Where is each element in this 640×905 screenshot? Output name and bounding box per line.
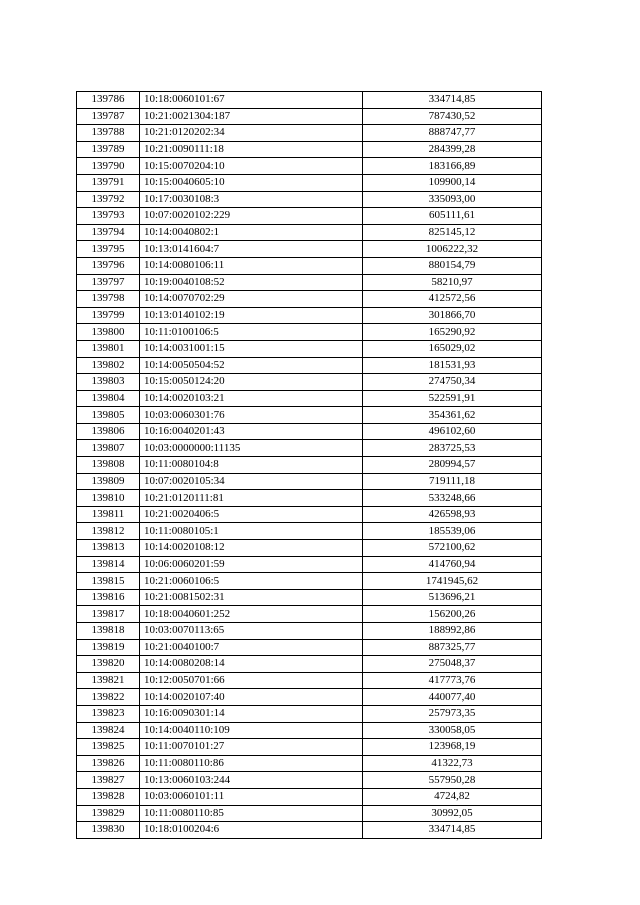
table-row	[77, 423, 542, 440]
amount-cell: 719111,18	[363, 473, 542, 490]
table-row	[77, 324, 542, 341]
cadastral-number-cell: 10:03:0070113:65	[140, 623, 363, 640]
amount-cell: 440077,40	[363, 689, 542, 706]
table-row	[77, 374, 542, 391]
table-row	[77, 208, 542, 225]
table-row	[77, 291, 542, 308]
row-id-cell: 139788	[77, 125, 140, 142]
row-id-cell: 139819	[77, 639, 140, 656]
row-id-cell: 139829	[77, 805, 140, 822]
cadastral-number-cell: 10:14:0020103:21	[140, 390, 363, 407]
cadastral-number-cell: 10:21:0040100:7	[140, 639, 363, 656]
amount-cell: 30992,05	[363, 805, 542, 822]
amount-cell: 414760,94	[363, 556, 542, 573]
cadastral-number-cell: 10:17:0030108:3	[140, 191, 363, 208]
table-row	[77, 772, 542, 789]
table-row	[77, 490, 542, 507]
row-id-cell: 139824	[77, 722, 140, 739]
table-row	[77, 174, 542, 191]
table-row	[77, 573, 542, 590]
cadastral-number-cell: 10:14:0070702:29	[140, 291, 363, 308]
amount-cell: 888747,77	[363, 125, 542, 142]
table-row	[77, 473, 542, 490]
cadastral-number-cell: 10:21:0081502:31	[140, 589, 363, 606]
table-row	[77, 357, 542, 374]
row-id-cell: 139804	[77, 390, 140, 407]
amount-cell: 185539,06	[363, 523, 542, 540]
row-id-cell: 139822	[77, 689, 140, 706]
amount-cell: 513696,21	[363, 589, 542, 606]
amount-cell: 1006222,32	[363, 241, 542, 258]
amount-cell: 257973,35	[363, 705, 542, 722]
amount-cell: 426598,93	[363, 506, 542, 523]
amount-cell: 4724,82	[363, 788, 542, 805]
table-row	[77, 722, 542, 739]
row-id-cell: 139795	[77, 241, 140, 258]
amount-cell: 330058,05	[363, 722, 542, 739]
table-row	[77, 407, 542, 424]
row-id-cell: 139790	[77, 158, 140, 175]
row-id-cell: 139820	[77, 656, 140, 673]
row-id-cell: 139810	[77, 490, 140, 507]
data-table	[76, 91, 542, 839]
amount-cell: 522591,91	[363, 390, 542, 407]
cadastral-number-cell: 10:07:0020102:229	[140, 208, 363, 225]
row-id-cell: 139811	[77, 506, 140, 523]
table-row	[77, 457, 542, 474]
amount-cell: 825145,12	[363, 224, 542, 241]
amount-cell: 557950,28	[363, 772, 542, 789]
table-row	[77, 589, 542, 606]
table-row	[77, 390, 542, 407]
table-row	[77, 92, 542, 109]
row-id-cell: 139817	[77, 606, 140, 623]
table-row	[77, 340, 542, 357]
row-id-cell: 139801	[77, 340, 140, 357]
cadastral-number-cell: 10:13:0060103:244	[140, 772, 363, 789]
cadastral-number-cell: 10:11:0080104:8	[140, 457, 363, 474]
cadastral-number-cell: 10:13:0140102:19	[140, 307, 363, 324]
cadastral-number-cell: 10:14:0020108:12	[140, 540, 363, 557]
amount-cell: 335093,00	[363, 191, 542, 208]
cadastral-number-cell: 10:21:0060106:5	[140, 573, 363, 590]
amount-cell: 605111,61	[363, 208, 542, 225]
cadastral-number-cell: 10:21:0090111:18	[140, 141, 363, 158]
row-id-cell: 139823	[77, 705, 140, 722]
table-row	[77, 822, 542, 839]
cadastral-number-cell: 10:14:0040802:1	[140, 224, 363, 241]
row-id-cell: 139825	[77, 739, 140, 756]
amount-cell: 156200,26	[363, 606, 542, 623]
row-id-cell: 139799	[77, 307, 140, 324]
table-row	[77, 257, 542, 274]
cadastral-number-cell: 10:12:0050701:66	[140, 672, 363, 689]
row-id-cell: 139821	[77, 672, 140, 689]
table-row	[77, 540, 542, 557]
amount-cell: 109900,14	[363, 174, 542, 191]
cadastral-number-cell: 10:16:0040201:43	[140, 423, 363, 440]
row-id-cell: 139791	[77, 174, 140, 191]
cadastral-number-cell: 10:16:0090301:14	[140, 705, 363, 722]
table-row	[77, 307, 542, 324]
row-id-cell: 139818	[77, 623, 140, 640]
row-id-cell: 139807	[77, 440, 140, 457]
cadastral-number-cell: 10:11:0080110:86	[140, 755, 363, 772]
row-id-cell: 139793	[77, 208, 140, 225]
cadastral-number-cell: 10:14:0080208:14	[140, 656, 363, 673]
row-id-cell: 139805	[77, 407, 140, 424]
amount-cell: 58210,97	[363, 274, 542, 291]
amount-cell: 165290,92	[363, 324, 542, 341]
cadastral-number-cell: 10:13:0141604:7	[140, 241, 363, 258]
row-id-cell: 139814	[77, 556, 140, 573]
cadastral-number-cell: 10:18:0060101:67	[140, 92, 363, 109]
amount-cell: 533248,66	[363, 490, 542, 507]
row-id-cell: 139809	[77, 473, 140, 490]
cadastral-number-cell: 10:15:0040605:10	[140, 174, 363, 191]
amount-cell: 283725,53	[363, 440, 542, 457]
table-row	[77, 125, 542, 142]
table-row	[77, 623, 542, 640]
row-id-cell: 139826	[77, 755, 140, 772]
cadastral-number-cell: 10:15:0050124:20	[140, 374, 363, 391]
row-id-cell: 139808	[77, 457, 140, 474]
amount-cell: 280994,57	[363, 457, 542, 474]
data-table-body	[77, 92, 542, 839]
cadastral-number-cell: 10:11:0080110:85	[140, 805, 363, 822]
amount-cell: 334714,85	[363, 822, 542, 839]
cadastral-number-cell: 10:21:0120111:81	[140, 490, 363, 507]
cadastral-number-cell: 10:14:0040110:109	[140, 722, 363, 739]
row-id-cell: 139802	[77, 357, 140, 374]
cadastral-number-cell: 10:11:0100106:5	[140, 324, 363, 341]
table-row	[77, 689, 542, 706]
cadastral-number-cell: 10:15:0070204:10	[140, 158, 363, 175]
table-row	[77, 506, 542, 523]
table-row	[77, 705, 542, 722]
amount-cell: 123968,19	[363, 739, 542, 756]
table-row	[77, 158, 542, 175]
row-id-cell: 139830	[77, 822, 140, 839]
cadastral-number-cell: 10:11:0070101:27	[140, 739, 363, 756]
table-row	[77, 241, 542, 258]
table-row	[77, 805, 542, 822]
amount-cell: 301866,70	[363, 307, 542, 324]
row-id-cell: 139786	[77, 92, 140, 109]
cadastral-number-cell: 10:03:0060101:11	[140, 788, 363, 805]
table-row	[77, 639, 542, 656]
row-id-cell: 139812	[77, 523, 140, 540]
table-row	[77, 191, 542, 208]
row-id-cell: 139803	[77, 374, 140, 391]
cadastral-number-cell: 10:14:0031001:15	[140, 340, 363, 357]
table-row	[77, 224, 542, 241]
amount-cell: 412572,56	[363, 291, 542, 308]
cadastral-number-cell: 10:07:0020105:34	[140, 473, 363, 490]
cadastral-number-cell: 10:18:0040601:252	[140, 606, 363, 623]
amount-cell: 572100,62	[363, 540, 542, 557]
cadastral-number-cell: 10:06:0060201:59	[140, 556, 363, 573]
cadastral-number-cell: 10:21:0021304:187	[140, 108, 363, 125]
row-id-cell: 139813	[77, 540, 140, 557]
table-row	[77, 141, 542, 158]
amount-cell: 275048,37	[363, 656, 542, 673]
row-id-cell: 139828	[77, 788, 140, 805]
cadastral-number-cell: 10:18:0100204:6	[140, 822, 363, 839]
table-row	[77, 108, 542, 125]
row-id-cell: 139806	[77, 423, 140, 440]
cadastral-number-cell: 10:14:0020107:40	[140, 689, 363, 706]
amount-cell: 188992,86	[363, 623, 542, 640]
table-row	[77, 672, 542, 689]
cadastral-number-cell: 10:21:0020406:5	[140, 506, 363, 523]
amount-cell: 417773,76	[363, 672, 542, 689]
amount-cell: 284399,28	[363, 141, 542, 158]
table-row	[77, 523, 542, 540]
table-row	[77, 556, 542, 573]
amount-cell: 41322,73	[363, 755, 542, 772]
cadastral-number-cell: 10:14:0050504:52	[140, 357, 363, 374]
cadastral-number-cell: 10:14:0080106:11	[140, 257, 363, 274]
amount-cell: 354361,62	[363, 407, 542, 424]
amount-cell: 887325,77	[363, 639, 542, 656]
row-id-cell: 139827	[77, 772, 140, 789]
amount-cell: 880154,79	[363, 257, 542, 274]
row-id-cell: 139798	[77, 291, 140, 308]
row-id-cell: 139787	[77, 108, 140, 125]
cadastral-number-cell: 10:11:0080105:1	[140, 523, 363, 540]
table-row	[77, 440, 542, 457]
amount-cell: 1741945,62	[363, 573, 542, 590]
cadastral-number-cell: 10:03:0000000:11135	[140, 440, 363, 457]
table-row	[77, 755, 542, 772]
table-row	[77, 656, 542, 673]
amount-cell: 181531,93	[363, 357, 542, 374]
cadastral-number-cell: 10:19:0040108:52	[140, 274, 363, 291]
cadastral-number-cell: 10:21:0120202:34	[140, 125, 363, 142]
amount-cell: 787430,52	[363, 108, 542, 125]
table-row	[77, 274, 542, 291]
row-id-cell: 139800	[77, 324, 140, 341]
row-id-cell: 139796	[77, 257, 140, 274]
row-id-cell: 139816	[77, 589, 140, 606]
row-id-cell: 139792	[77, 191, 140, 208]
amount-cell: 496102,60	[363, 423, 542, 440]
amount-cell: 183166,89	[363, 158, 542, 175]
row-id-cell: 139815	[77, 573, 140, 590]
amount-cell: 274750,34	[363, 374, 542, 391]
amount-cell: 165029,02	[363, 340, 542, 357]
table-row	[77, 788, 542, 805]
amount-cell: 334714,85	[363, 92, 542, 109]
row-id-cell: 139797	[77, 274, 140, 291]
table-row	[77, 739, 542, 756]
row-id-cell: 139794	[77, 224, 140, 241]
row-id-cell: 139789	[77, 141, 140, 158]
cadastral-number-cell: 10:03:0060301:76	[140, 407, 363, 424]
table-row	[77, 606, 542, 623]
